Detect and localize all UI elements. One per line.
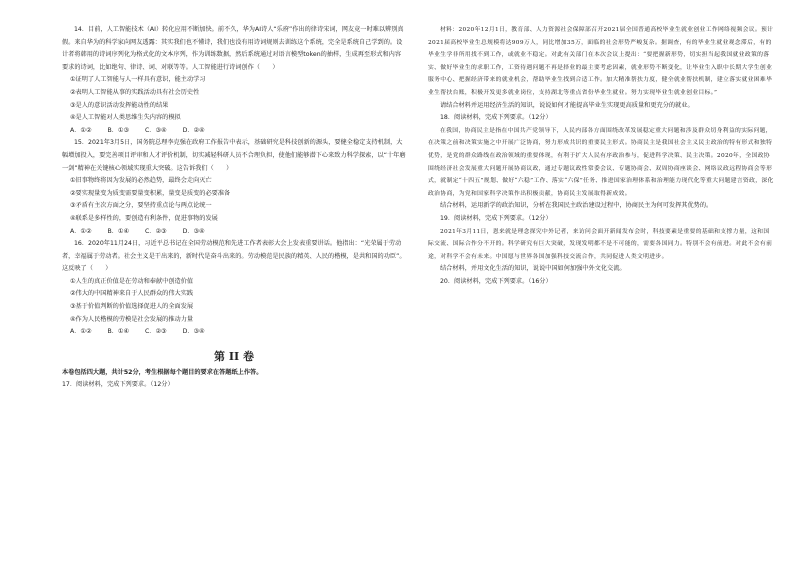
question-17-material: 材料：2020年12月1日，教育部、人力资源社会保障部召开2021届全国普通高校毕业生就业创业工作网络视频会议。预计2021届高校毕业生总规模将达909万人，同比增加35万，面临的社会形势严峻复杂。据调查，有的毕业生就业观念滞后，有的毕业生学非所用找不到工作，或就业不稳定。对此有关部门在本次会议上提出：“要把握新形势，切实担当起我国就业政策的落实、做好毕业生的求职工作，工资待遇问题不再是择业的最主要考虑因素，就业形势不断变化，让毕业生入职中长期大学生创业服务中心、把握经济带来的就业机会，帮助毕业生找到合适工作。加大精准帮扶力度，健全就业帮扶机制，建立落实就业困难毕业生帮扶台账，积极开发更多就业岗位，支持湖北等重点省份毕业生就业。努力实现毕业生就业创业目标。” [428, 27, 774, 96]
q15-option-3: ③矛盾有主次方面之分，要坚持重点论与两点论统一 [70, 202, 212, 210]
q16-option-1: ①人生的真正价值是在劳动和奉献中创造价值 [70, 277, 194, 285]
left-column [62, 24, 406, 392]
question-18-requirement: 结合材料，运用新学的政治知识，分析在我国民主政治建设过程中，协商民主为何可发挥其优势的。 [440, 202, 713, 210]
q15-choice-c: C．②③ [144, 227, 167, 235]
question-17-header: 17．阅读材料，完成下列要求。（12分） [62, 381, 174, 389]
section-instructions: 本卷包括四大题，共计52分，考生根据每个题目的要求在答题纸上作答。 [62, 368, 263, 376]
question-14-stem: 14．目前，人工智能技术（AI）转化应用不断加快。前不久，华为AI诗人“乐府”作出的律诗宋词，网友竟一时难以辨别真假。来自华为的科学家向网友透露：其实我们也不懂诗，我们也没有用诗词规则去训练这个系统，完全是系统自己学到的。设计者将韩用的诗词序列化为格式化的文本序列，作为训练数据，然后系统通过对语言模型token的抽样，生成再至形式和内容要求的诗词，比如绝句、律诗、词、对联等等。人工智能进行诗词创作（ ） [62, 26, 404, 71]
q16-option-2: ②伟大的中国精神来自于人民群众的伟大实践 [70, 290, 194, 298]
q14-choice-b: B．①③ [107, 126, 130, 134]
q16-choice-a: A．①② [70, 328, 92, 336]
q14-option-2: ②表明人工智能从事的实践活动具有社会历史性 [70, 88, 200, 96]
question-18-header: 18．阅读材料，完成下列要求。（12分） [440, 114, 552, 122]
q14-choice-d: D．②④ [182, 126, 205, 134]
question-17-requirement: 请结合材料并运用经济生活的知识，说说如何才能提高毕业生实现更高质量和更充分的就业。 [440, 101, 694, 109]
q14-choices [70, 125, 406, 138]
question-18-material: 在我国，协商民主是指在中国共产党领导下，人民内部各方面围绕改革发展稳定重大问题和涉及群众切身利益的实际问题，在决策之前和决策实施之中开展广泛协商，努力形成共识的重要民主形式。协商民主是我国社会主义民主政治的特有形式和独特优势，是党的群众路线在政治领域的重要体现，有利于扩大人民有序政治参与，促进科学决策、民主决策。2020年，全国政协围绕经济社会发展重大问题开展协商议政，通过专题议政性常委会议、专题协商会、双周协商座谈会、网络议政远程协商会等形式，就制定“十四五”规划、做好“六稳”工作、落实“六保”任务、推进国家治理体系和治理能力现代化等重大问题建言资政，深化政治协商，为党和国家科学决策作出积极贡献，协商民主发展取得新成效。 [428, 127, 774, 197]
q15-option-4: ④联系是多样性的，要创造有利条件，促进事物的发展 [70, 214, 218, 222]
q15-option-1: ①旧事物终将因为发展的必然趋势，最终会走向灭亡 [70, 177, 212, 185]
q14-option-1: ①证明了人工智能与人一样具有意识，能主动学习 [70, 76, 206, 84]
q16-option-4: ④作为人民楷模的劳模是社会发展的推动力量 [70, 315, 194, 323]
question-19-requirement: 结合材料，并用文化生活的知识，说说中国如何加强中外文化交流。 [440, 265, 626, 273]
q15-choice-d: D．③④ [182, 227, 205, 235]
q15-choice-a: A．①② [70, 227, 92, 235]
q16-choice-d: D．③④ [182, 328, 205, 336]
q14-choice-c: C．③④ [144, 126, 167, 134]
question-20-header: 20．阅读材料，完成下列要求。（16分） [440, 277, 552, 285]
q16-choices [70, 326, 406, 339]
section-title: 第 II 卷 [214, 349, 254, 363]
right-column [428, 24, 774, 288]
q15-option-2: ②要实现量变为质变需要量变积累，量变是质变的必要准备 [70, 189, 231, 197]
question-19-material: 2021年3月11日，恩来就是理念探究中外记者，来访问会面开新闻发布会时，科技要素是重要的基础和支撑力量，这和国际交流、国际合作分不开的。科学研究有巨大突破，发现发明都不是不可能的，需要各国同力。特别不会有前进。对此不会有前途，对科学不会有未来。中国愿与世界各国加强科技交流合作，共同促进人类文明进步。 [428, 228, 773, 260]
question-19-header: 19．阅读材料，完成下列要求。（12分） [440, 214, 552, 222]
question-15-stem: 15．2021年3月5日，国务院总理李克强在政府工作报告中表示，基础研究是科技创新的源头，要健全稳定支持机制，大幅增加投入，要完善项目评审和人才评价机制，切实减轻科研人员不合理负担，使他们能够潜下心来致力科学探索，以“十年磨一剑”精神在关键核心领域实现重大突破。这告诉我们（ ） [62, 139, 406, 172]
q15-choice-b: B．①④ [107, 227, 130, 235]
q14-option-3: ③是人的意识活动发挥能动性的结果 [70, 101, 169, 109]
q15-choices [70, 226, 406, 239]
q14-choice-a: A．①② [70, 126, 92, 134]
question-16-stem: 16．2020年11月24日，习近平总书记在全国劳动模范和先进工作者表彰大会上发表重要讲话。他指出：“光荣属于劳动者，幸福属于劳动者。社会主义是干出来的，新时代是奋斗出来的。劳动模范是民族的精英、人民的楷模，是共和国的功臣”。这反映了（ ） [62, 240, 406, 273]
q16-option-3: ③基于价值判断的价值选择促进人的全面发展 [70, 303, 194, 311]
q14-option-4: ④是人工智能对人类思维生失内容的模拟 [70, 114, 181, 122]
q16-choice-c: C．②③ [144, 328, 167, 336]
q16-choice-b: B．①④ [107, 328, 130, 336]
